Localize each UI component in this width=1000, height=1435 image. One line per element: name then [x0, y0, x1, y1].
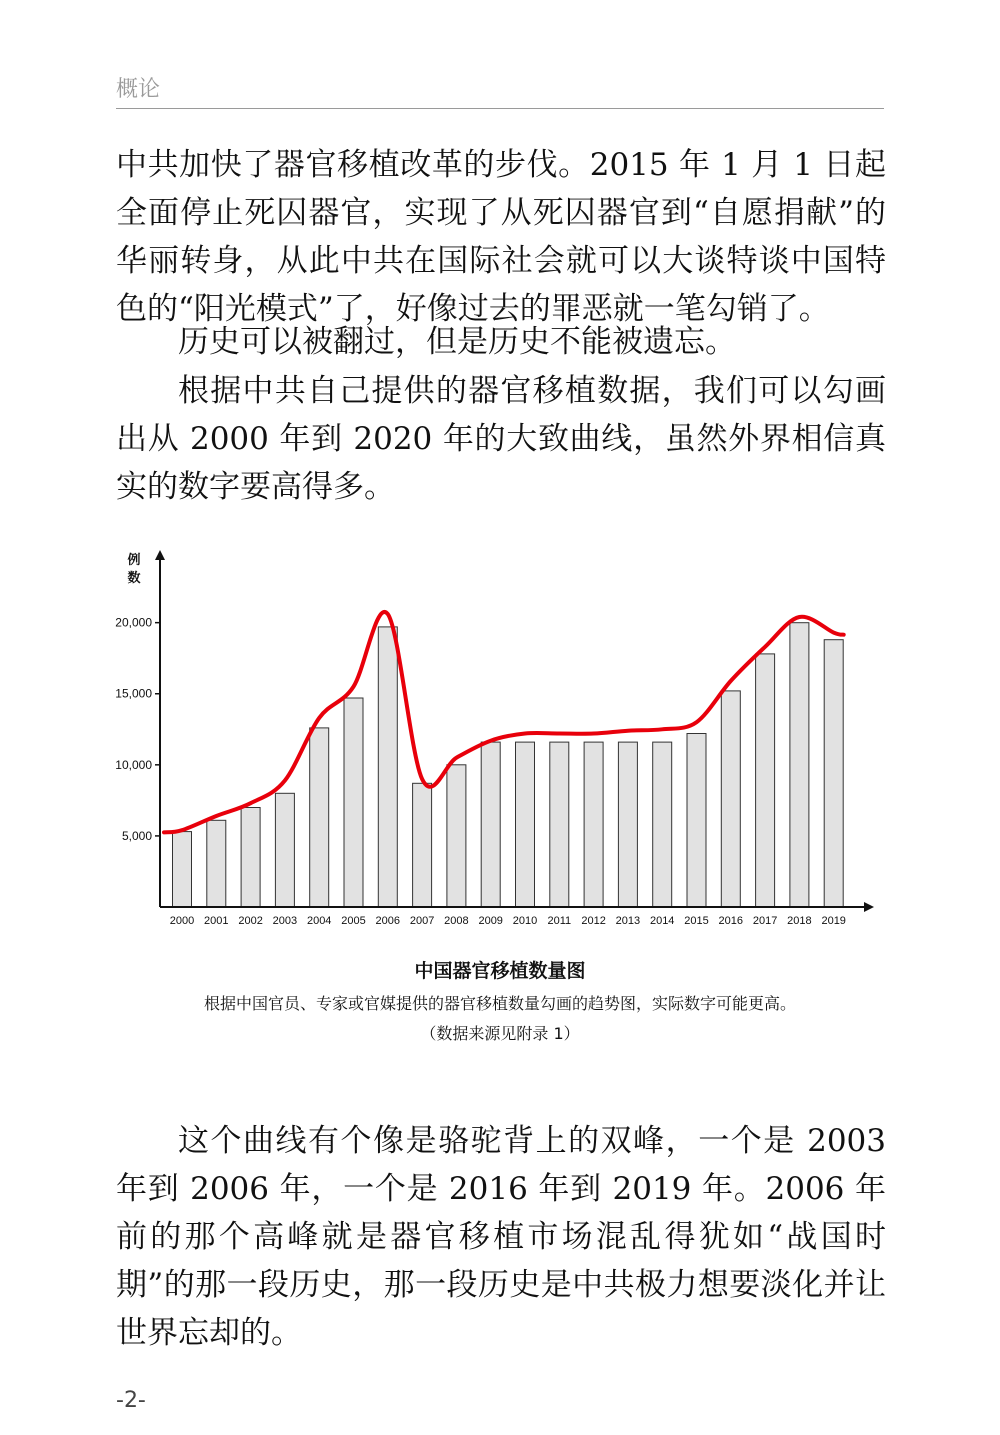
bar-2006 — [378, 627, 397, 907]
y-tick-label: 5,000 — [121, 828, 152, 843]
bar-2018 — [790, 623, 809, 907]
running-header: 概论 — [116, 77, 161, 102]
y-axis-arrow — [155, 550, 165, 560]
bar-2000 — [173, 832, 192, 907]
x-axis-arrow — [864, 902, 874, 912]
x-tick-label: 2012 — [581, 915, 606, 927]
bar-2012 — [584, 742, 603, 907]
y-axis-label: 例 — [127, 553, 141, 568]
bar-2008 — [447, 765, 466, 907]
bar-2002 — [241, 808, 260, 908]
paragraph-1: 中共加快了器官移植改革的步伐。2015 年 1 月 1 日起全面停止死囚器官，实现了从死囚器官到“自愿捐献”的华丽转身，从此中共在国际社会就可以大谈特谈中国特色的“阳光模式”了，好像过去的罪恶就一笔勾销了。 — [116, 147, 886, 327]
x-tick-label: 2003 — [272, 915, 298, 927]
y-tick-label: 15,000 — [115, 686, 152, 701]
x-tick-label: 2005 — [341, 915, 366, 927]
x-tick-label: 2006 — [375, 915, 401, 927]
page-number: -2- — [116, 1388, 146, 1413]
bar-2010 — [516, 742, 535, 907]
x-tick-label: 2007 — [409, 915, 435, 927]
bar-2003 — [275, 793, 294, 907]
x-tick-label: 2011 — [547, 915, 572, 927]
figure-caption-text: 根据中国官员、专家或官媒提供的器官移植数量勾画的趋势图，实际数字可能更高。 — [203, 994, 796, 1013]
x-tick-label: 2016 — [718, 915, 744, 927]
bar-2015 — [687, 734, 706, 908]
transplant-chart — [96, 540, 896, 940]
x-tick-label: 2001 — [204, 915, 229, 927]
x-tick-label: 2014 — [649, 915, 675, 927]
y-tick-label: 10,000 — [115, 757, 152, 772]
x-tick-label: 2013 — [615, 915, 641, 927]
x-tick-label: 2017 — [752, 915, 778, 927]
paragraph-2: 历史可以被翻过，但是历史不能被遗忘。 — [178, 324, 736, 360]
y-axis-label: 数 — [127, 571, 141, 586]
paragraph-3: 根据中共自己提供的器官移植数据，我们可以勾画出从 2000 年到 2020 年的大致曲线，虽然外界相信真实的数字要高得多。 — [116, 373, 886, 505]
y-tick-label: 20,000 — [115, 615, 152, 630]
x-tick-label: 2018 — [787, 915, 812, 927]
paragraph-4: 这个曲线有个像是骆驼背上的双峰，一个是 2003 年到 2006 年，一个是 2016 年到 2019 年。2006 年前的那个高峰就是器官移植市场混乱得犹如“战国时期”的那一段历史，那一段历史是中共极力想要淡化并让世界忘却的。 — [116, 1123, 886, 1351]
x-tick-label: 2008 — [444, 915, 469, 927]
chart-svg — [96, 540, 896, 940]
bar-2004 — [310, 728, 329, 907]
bar-2019 — [824, 640, 843, 907]
header-divider — [116, 108, 884, 109]
x-tick-label: 2015 — [684, 915, 709, 927]
figure-caption-title: 中国器官移植数量图 — [414, 960, 586, 982]
bar-2007 — [413, 783, 432, 907]
bar-2016 — [721, 691, 740, 907]
bar-2011 — [550, 742, 569, 907]
bar-2013 — [618, 742, 637, 907]
trend-curve — [164, 612, 844, 832]
x-tick-label: 2002 — [238, 915, 263, 927]
bar-2005 — [344, 698, 363, 907]
bar-2017 — [756, 654, 775, 907]
bar-2001 — [207, 820, 226, 907]
x-tick-label: 2010 — [512, 915, 538, 927]
x-tick-label: 2019 — [821, 915, 846, 927]
bar-2009 — [481, 742, 500, 907]
x-tick-label: 2000 — [169, 915, 195, 927]
x-tick-label: 2004 — [306, 915, 332, 927]
figure-caption-source: （数据来源见附录 1） — [420, 1024, 580, 1043]
x-tick-label: 2009 — [478, 915, 503, 927]
bar-2014 — [653, 742, 672, 907]
